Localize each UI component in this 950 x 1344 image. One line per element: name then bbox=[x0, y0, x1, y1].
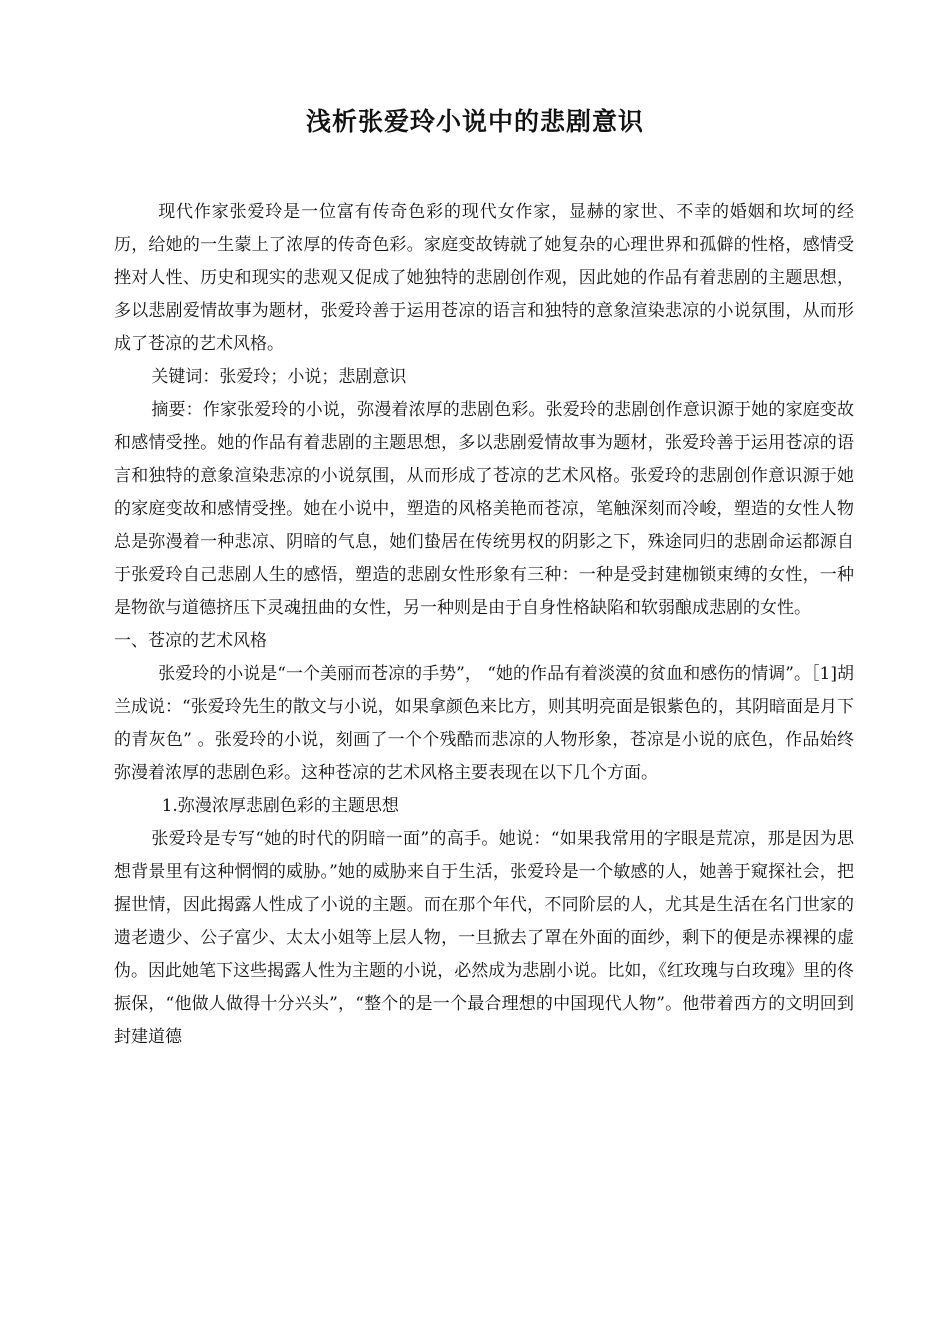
subsection-heading-1: 1.弥漫浓厚悲剧色彩的主题思想 bbox=[161, 796, 399, 816]
document-title: 浅析张爱玲小说中的悲剧意识 bbox=[305, 107, 644, 136]
section-heading-1: 一、苍凉的艺术风格 bbox=[114, 631, 267, 651]
section-1-paragraph: 张爱玲的小说是“一个美丽而苍凉的手势”， “她的作品有着淡漠的贫血和感伤的情调”。［1]胡兰成说：“张爱玲先生的散文与小说，如果拿颜色来比方，则其明亮面是银紫色的，其阴暗面是月下的青灰色” 。张爱玲的小说，刻画了一个个残酷而悲凉的人物形象，苍凉是小说的底色，作品始终弥漫着浓厚的悲剧色彩。这种苍凉的艺术风格主要表现在以下几个方面。 bbox=[114, 664, 854, 783]
intro-paragraph: 现代作家张爱玲是一位富有传奇色彩的现代女作家，显赫的家世、不幸的婚姻和坎坷的经历，给她的一生蒙上了浓厚的传奇色彩。家庭变故铸就了她复杂的心理世界和孤僻的性格，感情受挫对人性、历史和现实的悲观又促成了她独特的悲剧创作观，因此她的作品有着悲剧的主题思想，多以悲剧爱情故事为题材，张爱玲善于运用苍凉的语言和独特的意象渲染悲凉的小说氛围，从而形成了苍凉的艺术风格。 bbox=[114, 202, 854, 354]
abstract-paragraph: 摘要：作家张爱玲的小说，弥漫着浓厚的悲剧色彩。张爱玲的悲剧创作意识源于她的家庭变故和感情受挫。她的作品有着悲剧的主题思想，多以悲剧爱情故事为题材，张爱玲善于运用苍凉的语言和独特的意象渲染悲凉的小说氛围，从而形成了苍凉的艺术风格。张爱玲的悲剧创作意识源于她的家庭变故和感情受挫。她在小说中，塑造的风格美艳而苍凉，笔触深刻而冷峻，塑造的女性人物总是弥漫着一种悲凉、阴暗的气息，她们蛰居在传统男权的阴影之下，殊途同归的悲剧命运都源自于张爱玲自己悲剧人生的感悟，塑造的悲剧女性形象有三种：一种是受封建枷锁束缚的女性，一种是物欲与道德挤压下灵魂扭曲的女性，另一种则是由于自身性格缺陷和软弱酿成悲剧的女性。 bbox=[114, 400, 854, 618]
subsection-1-paragraph: 张爱玲是专写“她的时代的阴暗一面”的高手。她说：“如果我常用的字眼是荒凉，那是因为思想背景里有这种惘惘的威胁。”她的威胁来自于生活，张爱玲是一个敏感的人，她善于窥探社会，把握世情，因此揭露人性成了小说的主题。而在那个年代，不同阶层的人，尤其是生活在名门世家的遗老遗少、公子富少、太太小姐等上层人物，一旦掀去了罩在外面的面纱，剩下的便是赤裸裸的虚伪。因此她笔下这些揭露人性为主题的小说，必然成为悲剧小说。比如，《红玫瑰与白玫瑰》里的佟振保，“他做人做得十分兴头”，“整个的是一个最合理想的中国现代人物”。他带着西方的文明回到封建道德 bbox=[114, 829, 854, 1047]
keywords-line: 关键词：张爱玲；小说；悲剧意识 bbox=[151, 367, 407, 387]
document-body bbox=[114, 196, 854, 1054]
